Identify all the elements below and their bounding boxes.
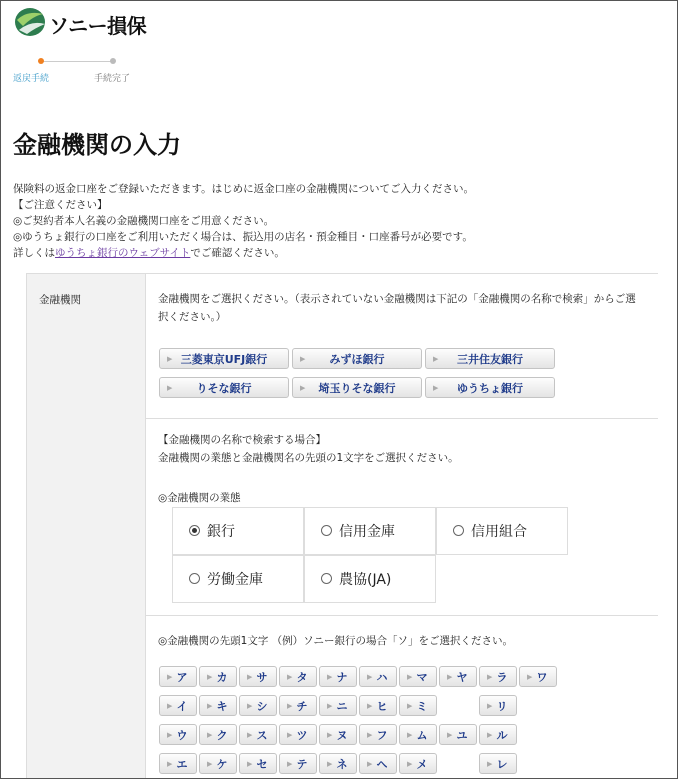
kana-button-label: マ: [416, 671, 428, 684]
kana-button-label: タ: [296, 671, 308, 684]
search-heading: 【金融機関の名称で検索する場合】: [158, 434, 326, 446]
kana-button[interactable]: [239, 695, 277, 716]
kana-button-label: ラ: [496, 671, 508, 684]
kana-button-label: シ: [256, 700, 268, 713]
kana-button-label: ケ: [216, 758, 228, 771]
kana-button[interactable]: [199, 666, 237, 687]
bank-button-yucho[interactable]: [425, 377, 555, 398]
kana-button[interactable]: [359, 695, 397, 716]
form-label-cell: [27, 274, 145, 779]
kana-heading: ◎金融機関の先頭1文字 （例）ソニー銀行の場合「ソ」をご選択ください。: [158, 635, 513, 647]
bank-button-label: りそな銀行: [196, 382, 252, 395]
kana-button-label: チ: [296, 700, 308, 713]
radio-shinkin[interactable]: [304, 507, 436, 555]
triangle-right-icon: ▶: [367, 760, 373, 768]
triangle-right-icon: ▶: [487, 673, 493, 681]
kana-button-label: メ: [416, 758, 428, 771]
kana-button-label: ヒ: [376, 700, 388, 713]
triangle-right-icon: ▶: [433, 355, 439, 363]
triangle-right-icon: ▶: [407, 673, 413, 681]
triangle-right-icon: ▶: [287, 760, 293, 768]
triangle-right-icon: ▶: [327, 760, 333, 768]
form-content-cell: [145, 274, 658, 779]
kana-button-label: ネ: [336, 758, 348, 771]
triangle-right-icon: ▶: [433, 384, 439, 392]
triangle-right-icon: ▶: [167, 673, 173, 681]
triangle-right-icon: ▶: [447, 731, 453, 739]
kana-button-label: エ: [176, 758, 188, 771]
kana-button[interactable]: [319, 666, 357, 687]
triangle-right-icon: ▶: [300, 384, 306, 392]
kana-button[interactable]: [279, 724, 317, 745]
bank-button-resona[interactable]: [159, 377, 289, 398]
kana-button[interactable]: [159, 666, 197, 687]
step-dot-inactive: [110, 58, 116, 64]
intro-line: ◎ゆうちょ銀行の口座をご利用いただく場合は、振込用の店名・預金種目・口座番号が必要です。: [13, 231, 473, 243]
kana-button-label: ア: [176, 671, 188, 684]
kana-button[interactable]: [239, 724, 277, 745]
kana-button[interactable]: [479, 724, 517, 745]
kana-button[interactable]: [399, 666, 437, 687]
progress-steps: [13, 57, 153, 83]
type-heading: ◎金融機関の業態: [158, 492, 241, 504]
kana-button[interactable]: [279, 753, 317, 774]
kana-button[interactable]: [399, 753, 437, 774]
triangle-right-icon: ▶: [167, 760, 173, 768]
kana-button-label: ヤ: [456, 671, 468, 684]
triangle-right-icon: ▶: [407, 731, 413, 739]
triangle-right-icon: ▶: [207, 673, 213, 681]
kana-button[interactable]: [519, 666, 557, 687]
radio-label: 農協(JA): [339, 572, 392, 588]
triangle-right-icon: ▶: [367, 673, 373, 681]
kana-button[interactable]: [399, 724, 437, 745]
triangle-right-icon: ▶: [247, 702, 253, 710]
triangle-right-icon: ▶: [247, 731, 253, 739]
triangle-right-icon: ▶: [300, 355, 306, 363]
triangle-right-icon: ▶: [407, 702, 413, 710]
kana-button-label: セ: [256, 758, 268, 771]
kana-button-label: フ: [376, 729, 388, 742]
search-description: 金融機関の業態と金融機関名の先頭の1文字をご選択ください。: [158, 452, 459, 464]
kana-button[interactable]: [279, 695, 317, 716]
radio-empty-icon: [453, 525, 464, 536]
kana-button-label: リ: [496, 700, 508, 713]
radio-selected-icon: [189, 525, 200, 536]
kana-button-label: ミ: [416, 700, 428, 713]
kana-button-label: ウ: [176, 729, 188, 742]
kana-button-label: ニ: [336, 700, 348, 713]
bank-form-table: [26, 273, 658, 779]
intro-text: [13, 181, 474, 261]
kana-button[interactable]: [319, 753, 357, 774]
bank-type-radio-group: [172, 507, 572, 607]
intro-line: 保険料の返金口座をご登録いただきます。はじめに返金口座の金融機関についてご入力ください。: [13, 183, 474, 195]
triangle-right-icon: ▶: [247, 673, 253, 681]
bank-button-mizuho[interactable]: [292, 348, 422, 369]
kana-button-label: サ: [256, 671, 268, 684]
page-title: 金融機関の入力: [13, 131, 181, 159]
triangle-right-icon: ▶: [327, 702, 333, 710]
bank-button-label: 埼玉りそな銀行: [318, 382, 396, 395]
search-instruction: [158, 431, 459, 467]
triangle-right-icon: ▶: [167, 731, 173, 739]
kana-button-label: ツ: [296, 729, 308, 742]
radio-empty-icon: [321, 525, 332, 536]
triangle-right-icon: ▶: [167, 384, 173, 392]
triangle-right-icon: ▶: [167, 702, 173, 710]
select-instruction: [158, 290, 636, 326]
radio-empty-icon: [189, 573, 200, 584]
kana-button[interactable]: [439, 666, 477, 687]
kana-section: [146, 616, 658, 779]
bank-button-label: 三菱東京UFJ銀行: [180, 353, 268, 366]
kana-button[interactable]: [359, 666, 397, 687]
bank-button-label: みずほ銀行: [329, 353, 385, 366]
select-instruction-line: 択ください。）: [158, 311, 227, 323]
triangle-right-icon: ▶: [447, 673, 453, 681]
kana-button[interactable]: [359, 724, 397, 745]
radio-shinkumi[interactable]: [436, 507, 568, 555]
kana-button-label: ハ: [376, 671, 388, 684]
intro-line: ◎ご契約者本人名義の金融機関口座をご用意ください。: [13, 215, 275, 227]
kana-button-label: イ: [176, 700, 188, 713]
kana-button[interactable]: [359, 753, 397, 774]
kana-button[interactable]: [159, 695, 197, 716]
radio-bank[interactable]: [172, 507, 304, 555]
intro-text-suffix: でご確認ください。: [190, 247, 285, 259]
header: [1, 1, 677, 61]
form-label: 金融機関: [39, 294, 81, 306]
triangle-right-icon: ▶: [287, 673, 293, 681]
bank-button-mufg[interactable]: [159, 348, 289, 369]
triangle-right-icon: ▶: [487, 731, 493, 739]
kana-button-label: ス: [256, 729, 268, 742]
triangle-right-icon: ▶: [287, 702, 293, 710]
bank-button-label: ゆうちょ銀行: [457, 382, 523, 395]
intro-line: [13, 245, 474, 261]
kana-button[interactable]: [199, 753, 237, 774]
logo-icon: [13, 6, 47, 38]
radio-empty-icon: [321, 573, 332, 584]
kana-button[interactable]: [239, 666, 277, 687]
triangle-right-icon: ▶: [207, 731, 213, 739]
kana-button[interactable]: [199, 724, 237, 745]
triangle-right-icon: ▶: [487, 760, 493, 768]
bank-button-smbc[interactable]: [425, 348, 555, 369]
kana-button-label: テ: [296, 758, 308, 771]
kana-button-label: ル: [496, 729, 508, 742]
kana-button[interactable]: [159, 753, 197, 774]
kana-button-label: キ: [216, 700, 228, 713]
kana-button[interactable]: [319, 724, 357, 745]
select-instruction-line: 金融機関をご選択ください。（表示されていない金融機関は下記の「金融機関の名称で検索」からご選: [158, 293, 636, 305]
kana-button[interactable]: [479, 695, 517, 716]
kana-button[interactable]: [479, 666, 517, 687]
step-label-current: 返戻手続: [13, 74, 50, 84]
kana-button[interactable]: [199, 695, 237, 716]
brand-name: ソニー損保: [49, 14, 147, 38]
radio-label: 信用金庫: [339, 524, 395, 540]
bank-button-saitama-resona[interactable]: [292, 377, 422, 398]
triangle-right-icon: ▶: [367, 731, 373, 739]
step-dot-active: [38, 58, 44, 64]
triangle-right-icon: ▶: [407, 760, 413, 768]
bank-button-label: 三井住友銀行: [457, 353, 523, 366]
radio-label: 信用組合: [471, 524, 527, 540]
step-label-complete: 手続完了: [94, 74, 131, 84]
triangle-right-icon: ▶: [247, 760, 253, 768]
step-connector: [41, 61, 113, 62]
kana-button[interactable]: [319, 695, 357, 716]
kana-button-label: ナ: [336, 671, 348, 684]
triangle-right-icon: ▶: [167, 355, 173, 363]
triangle-right-icon: ▶: [327, 673, 333, 681]
radio-rokin[interactable]: [172, 555, 304, 603]
kana-button[interactable]: [439, 724, 477, 745]
intro-text-prefix: 詳しくは: [13, 247, 55, 259]
major-bank-section: [146, 274, 658, 419]
radio-label: 労働金庫: [207, 572, 263, 588]
kana-button[interactable]: [239, 753, 277, 774]
kana-button[interactable]: [159, 724, 197, 745]
triangle-right-icon: ▶: [487, 702, 493, 710]
radio-ja[interactable]: [304, 555, 436, 603]
kana-button-label: ユ: [456, 729, 468, 742]
triangle-right-icon: ▶: [527, 673, 533, 681]
kana-button[interactable]: [399, 695, 437, 716]
kana-button[interactable]: [479, 753, 517, 774]
radio-label: 銀行: [207, 524, 235, 540]
triangle-right-icon: ▶: [207, 702, 213, 710]
triangle-right-icon: ▶: [287, 731, 293, 739]
bank-type-section: [146, 419, 658, 616]
triangle-right-icon: ▶: [207, 760, 213, 768]
triangle-right-icon: ▶: [327, 731, 333, 739]
kana-button-label: ワ: [536, 671, 548, 684]
kana-button-label: カ: [216, 671, 228, 684]
notice-heading: 【ご注意ください】: [13, 199, 108, 211]
yucho-website-link[interactable]: ゆうちょ銀行のウェブサイト: [55, 247, 191, 259]
kana-button-label: ヘ: [376, 758, 388, 771]
triangle-right-icon: ▶: [367, 702, 373, 710]
kana-button-label: ク: [216, 729, 228, 742]
kana-button-label: ヌ: [336, 729, 348, 742]
kana-button-label: ム: [416, 729, 428, 742]
kana-button[interactable]: [279, 666, 317, 687]
kana-button-label: レ: [496, 758, 508, 771]
